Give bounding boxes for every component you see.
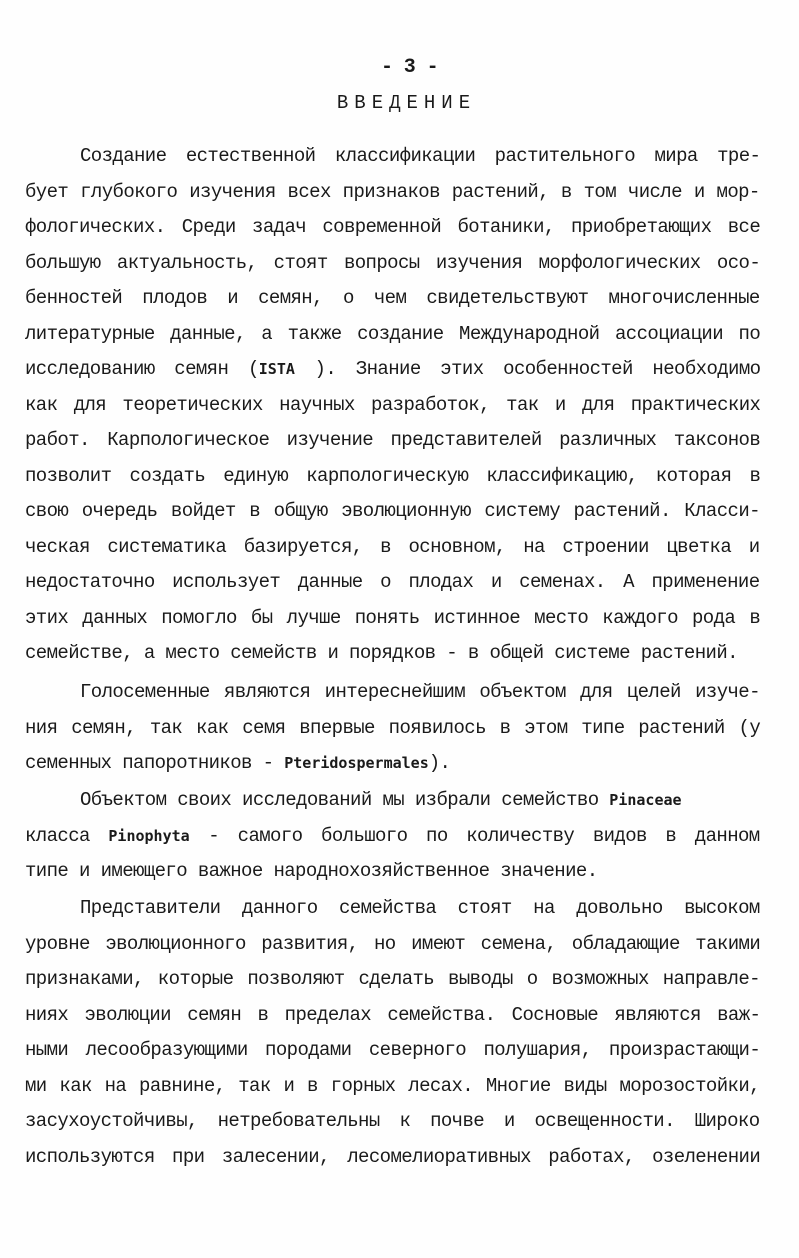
line-text: ). Знание этих особенностей необходимо [294,358,761,380]
text-line [80,144,760,168]
text-line [25,1074,760,1098]
text-line [25,859,598,883]
text-line [25,251,760,275]
line-text: используются при залесении, лесомелиоративных работах, озеленении [25,1145,761,1168]
line-text: ). [428,752,451,774]
text-line [25,286,760,310]
latin-term: Pinaceae [609,791,682,809]
text-line [25,322,760,346]
text-line [25,570,760,594]
line-text: позволит создать единую карпологическую классификацию, которая в [25,464,761,487]
text-line [80,896,760,920]
text-line [25,824,760,848]
latin-term: Pteridospermales [284,754,429,772]
line-text: литературные данные, а также создание Международной ассоциации по [25,322,761,345]
text-line [25,215,760,239]
page-title: ВВЕДЕНИЕ [336,92,477,114]
text-line [25,428,760,452]
line-text: Представители данного семейства стоят на довольно высоком [80,897,760,919]
line-text: засухоустойчивы, нетребовательны к почве и освещенности. Широко [25,1110,760,1132]
text-line [80,788,682,812]
line-text: семействе, а место семейств и порядков - в общей системе растений. [25,642,738,664]
text-line [80,680,760,704]
text-line [25,641,738,665]
text-line [25,499,760,523]
text-line [25,1145,760,1169]
text-line [25,932,760,956]
text-line [25,535,760,559]
line-text: семенных папоротников - [25,752,285,774]
line-text: бует глубокого изучения всех признаков растений, в том числе и мор- [25,180,760,203]
latin-term: Pinophyta [108,826,190,845]
text-line [25,1038,760,1062]
line-text: фологических. Среди задач современной ботаники, приобретающих все [25,216,761,238]
text-line [25,1003,760,1027]
text-line [25,464,760,488]
text-line [25,393,760,417]
line-text: как для теоретических научных разработок, так и для практических [25,393,761,416]
line-text: признаками, которые позволяют сделать выводы о возможных направле- [25,968,760,990]
line-text: работ. Карпологическое изучение представителей различных таксонов [25,429,761,451]
line-text: Объектом своих исследований мы избрали семейство [80,789,610,811]
text-line [25,751,450,775]
line-text: Создание естественной классификации растительного мира тре- [80,145,761,167]
text-line [25,967,760,991]
line-text: Голосеменные являются интереснейшим объектом для целей изуче- [80,681,760,703]
line-text: бенностей плодов и семян, о чем свидетельствуют многочисленные [25,287,760,309]
latin-term: ISTA [258,360,295,378]
line-text: ниях эволюции семян в пределах семейства. Сосновые являются важ- [25,1003,761,1026]
line-text: этих данных помогло бы лучше понять истинное место каждого рода в [25,606,761,629]
line-text: большую актуальность, стоят вопросы изучения морфологических осо- [25,251,761,274]
page-number: - 3 - [380,56,438,79]
text-line [25,606,760,630]
text-line [25,357,760,381]
line-text: свою очередь войдет в общую эволюционную систему растений. Класси- [25,500,760,522]
line-text: - самого большого по количеству видов в данном [189,824,760,847]
line-text: ми как на равнине, так и в горных лесах. Многие виды морозостойки, [25,1074,760,1097]
line-text: типе и имеющего важное народнохозяйственное значение. [25,860,598,882]
line-text: уровне эволюционного развития, но имеют семена, обладающие такими [25,932,761,955]
text-line [25,716,760,740]
line-text: класса [25,824,109,847]
line-text: исследованию семян ( [25,358,259,380]
line-text: ными лесообразующими породами северного полушария, произрастающи- [25,1039,761,1061]
line-text: ния семян, так как семя впервые появилось в этом типе растений (у [25,716,761,739]
line-text: недостаточно использует данные о плодах и семенах. А применение [25,571,760,593]
text-line [25,1109,760,1133]
line-text: ческая систематика базируется, в основном, на строении цветка и [25,535,760,558]
text-line [25,180,760,204]
